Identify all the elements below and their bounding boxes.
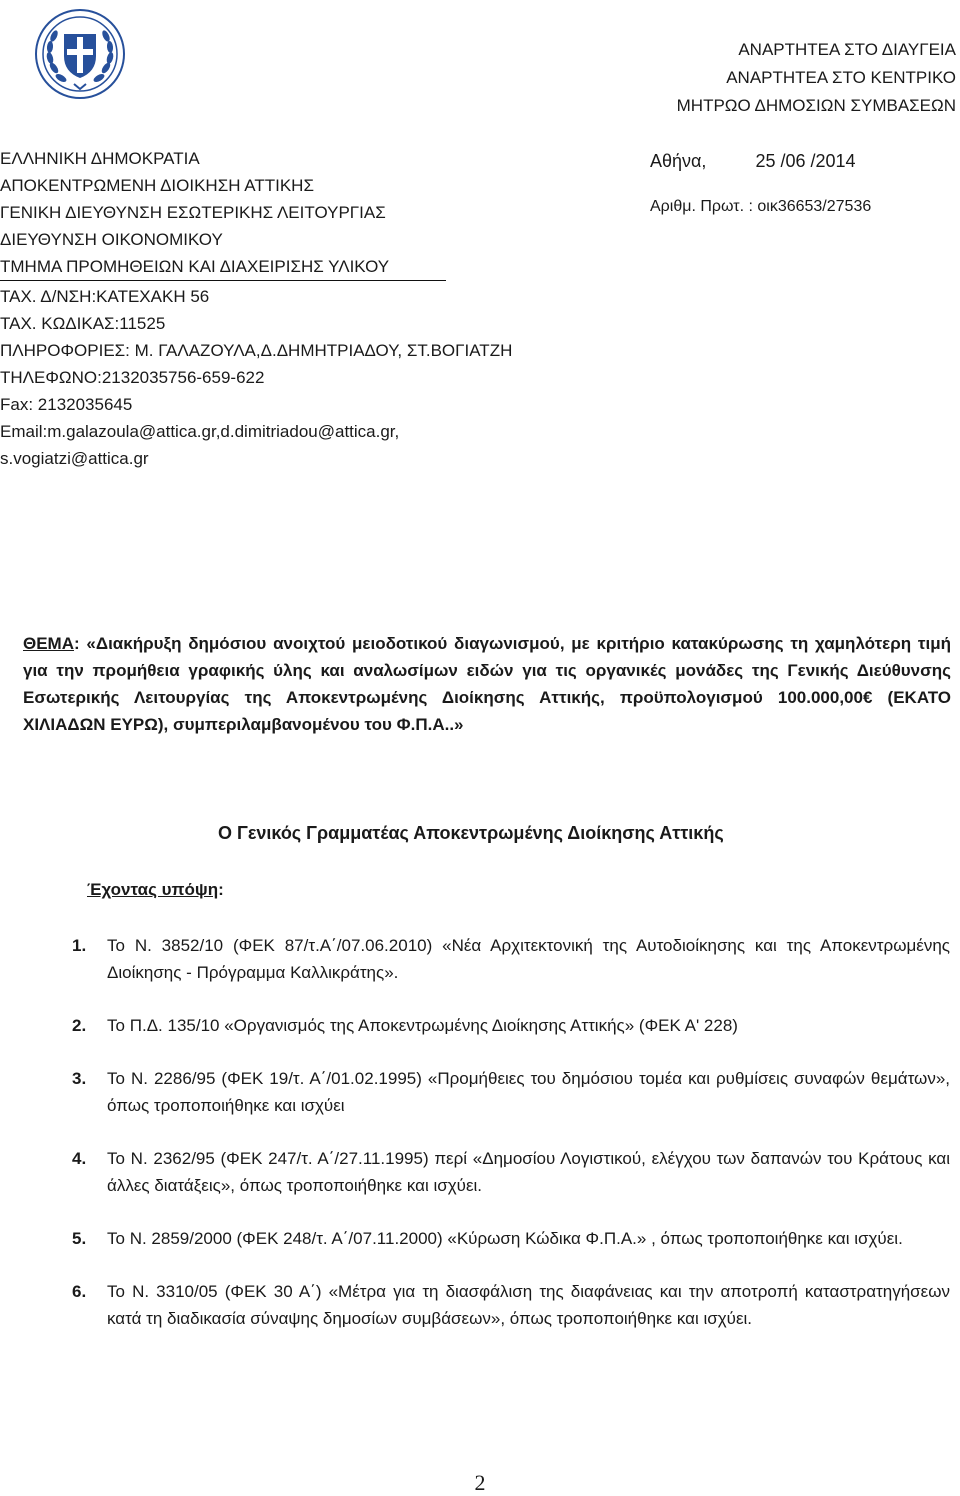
date-block	[650, 148, 856, 174]
sender-block	[0, 145, 512, 472]
list-item-number: 3.	[72, 1069, 87, 1088]
sender-contact-line: Fax: 2132035645	[0, 395, 133, 414]
sender-contact-line: ΤΗΛΕΦΩΝΟ:2132035756-659-622	[0, 368, 265, 387]
list-item-text: Το Π.Δ. 135/10 «Οργανισμός της Αποκεντρωμένης Διοίκησης Αττικής» (ΦΕΚ Α' 228)	[107, 1016, 738, 1035]
sender-contact-line: Email:m.galazoula@attica.gr,d.dimitriadou@attica.gr,	[0, 422, 400, 441]
list-item-text: Το Ν. 2362/95 (ΦΕΚ 247/τ. Α΄/27.11.1995) περί «Δημοσίου Λογιστικού, ελέγχου των δαπανών του Κράτους και άλλες διατάξεις», όπως τροποποιήθηκε και ισχύει.	[107, 1149, 950, 1195]
list-item-text: Το Ν. 3310/05 (ΦΕΚ 30 Α΄) «Μέτρα για τη διασφάλιση της διαφάνειας και την αποτροπή καταστρατηγήσεων κατά τη διαδικασία σύναψης δημοσίων συμβάσεων», όπως τροποποιήθηκε και ισχύει.	[107, 1282, 950, 1328]
list-item-number: 2.	[72, 1016, 87, 1035]
list-item-number: 1.	[72, 936, 87, 955]
sender-org-line: ΤΜΗΜΑ ΠΡΟΜΗΘΕΙΩΝ ΚΑΙ ΔΙΑΧΕΙΡΙΣΗΣ ΥΛΙΚΟΥ	[0, 257, 390, 276]
hellenic-republic-seal-icon	[34, 8, 126, 100]
sender-org-line: ΓΕΝΙΚΗ ΔΙΕΥΘΥΝΣΗ ΕΣΩΤΕΡΙΚΗΣ ΛΕΙΤΟΥΡΓΙΑΣ	[0, 203, 386, 222]
list-item-text: Το Ν. 3852/10 (ΦΕΚ 87/τ.Α΄/07.06.2010) «Νέα Αρχιτεκτονική της Αυτοδιοίκησης και της Αποκεντρωμένης Διοίκησης - Πρόγραμμα Καλλικράτης».	[107, 936, 950, 982]
legal-basis-list	[72, 932, 950, 1358]
protocol-number: Αριθμ. Πρωτ. : οικ36653/27536	[650, 198, 872, 215]
list-item	[72, 932, 950, 986]
sender-contact-line: ΤΑΧ. ΚΩΔΙΚΑΣ:11525	[0, 314, 166, 333]
sender-contact-line: ΤΑΧ. Δ/ΝΣΗ:ΚΑΤΕΧΑΚΗ 56	[0, 287, 210, 306]
list-item	[72, 1278, 950, 1332]
having-regard-label: Έχοντας υπόψη	[87, 880, 219, 899]
posting-line: ΑΝΑΡΤΗΤΕΑ ΣΤΟ ΔΙΑΥΓΕΙΑ	[738, 40, 956, 59]
issuing-authority: Ο Γενικός Γραμματέας Αποκεντρωμένης Διοίκησης Αττικής	[218, 823, 724, 843]
subject-text: : «Διακήρυξη δημόσιου ανοιχτού μειοδοτικού διαγωνισμού, με κριτήριο κατακύρωσης τη χαμηλότερη τιμή για την προμήθεια γραφικής ύλης και αναλωσίμων ειδών για τις οργανικές μονάδες της Γενικής Διεύθυνσης Εσωτερικής Λειτουργίας της Αποκεντρωμένης Διοίκησης Αττικής, προϋπολογισμού 100.000,00€ (ΕΚΑΤΟ ΧΙΛΙΑΔΩΝ ΕΥΡΩ), συμπεριλαμβανομένου του Φ.Π.Α..»	[23, 634, 951, 734]
posting-line: ΑΝΑΡΤΗΤΕΑ ΣΤΟ ΚΕΝΤΡΙΚΟ	[726, 68, 956, 87]
list-item	[72, 1012, 950, 1039]
having-regard-heading	[87, 880, 224, 900]
posting-notice	[677, 36, 956, 120]
list-item-number: 6.	[72, 1282, 87, 1301]
sender-divider	[0, 280, 446, 281]
sender-org-line: ΕΛΛΗΝΙΚΗ ΔΗΜΟΚΡΑΤΙΑ	[0, 149, 200, 168]
list-item	[72, 1065, 950, 1119]
list-item-number: 4.	[72, 1149, 87, 1168]
sender-org-line: ΔΙΕΥΘΥΝΣΗ ΟΙΚΟΝΟΜΙΚΟΥ	[0, 230, 223, 249]
list-item	[72, 1225, 950, 1252]
document-date: 25 /06 /2014	[755, 151, 856, 171]
sender-contact-line: s.vogiatzi@attica.gr	[0, 449, 149, 468]
date-city: Αθήνα,	[650, 151, 707, 171]
page-number: 2	[474, 1470, 486, 1495]
list-item-text: Το Ν. 2859/2000 (ΦΕΚ 248/τ. Α΄/07.11.2000) «Κύρωση Κώδικα Φ.Π.Α.» , όπως τροποποιήθηκε και ισχύει.	[107, 1229, 903, 1248]
subject-paragraph	[23, 630, 951, 738]
sender-contact-line: ΠΛΗΡΟΦΟΡΙΕΣ: Μ. ΓΑΛΑΖΟΥΛΑ,Δ.ΔΗΜΗΤΡΙΑΔΟΥ, ΣΤ.ΒΟΓΙΑΤΖΗ	[0, 341, 513, 360]
list-item-number: 5.	[72, 1229, 87, 1248]
having-regard-colon: :	[218, 880, 224, 899]
list-item	[72, 1145, 950, 1199]
subject-label: ΘΕΜΑ	[23, 634, 74, 653]
list-item-text: Το Ν. 2286/95 (ΦΕΚ 19/τ. Α΄/01.02.1995) «Προμήθειες του δημόσιου τομέα και ρυθμίσεις συναφών θεμάτων», όπως τροποποιήθηκε και ισχύει	[107, 1069, 950, 1115]
sender-org-line: ΑΠΟΚΕΝΤΡΩΜΕΝΗ ΔΙΟΙΚΗΣΗ ΑΤΤΙΚΗΣ	[0, 176, 314, 195]
posting-line: ΜΗΤΡΩΟ ΔΗΜΟΣΙΩΝ ΣΥΜΒΑΣΕΩΝ	[676, 96, 956, 115]
